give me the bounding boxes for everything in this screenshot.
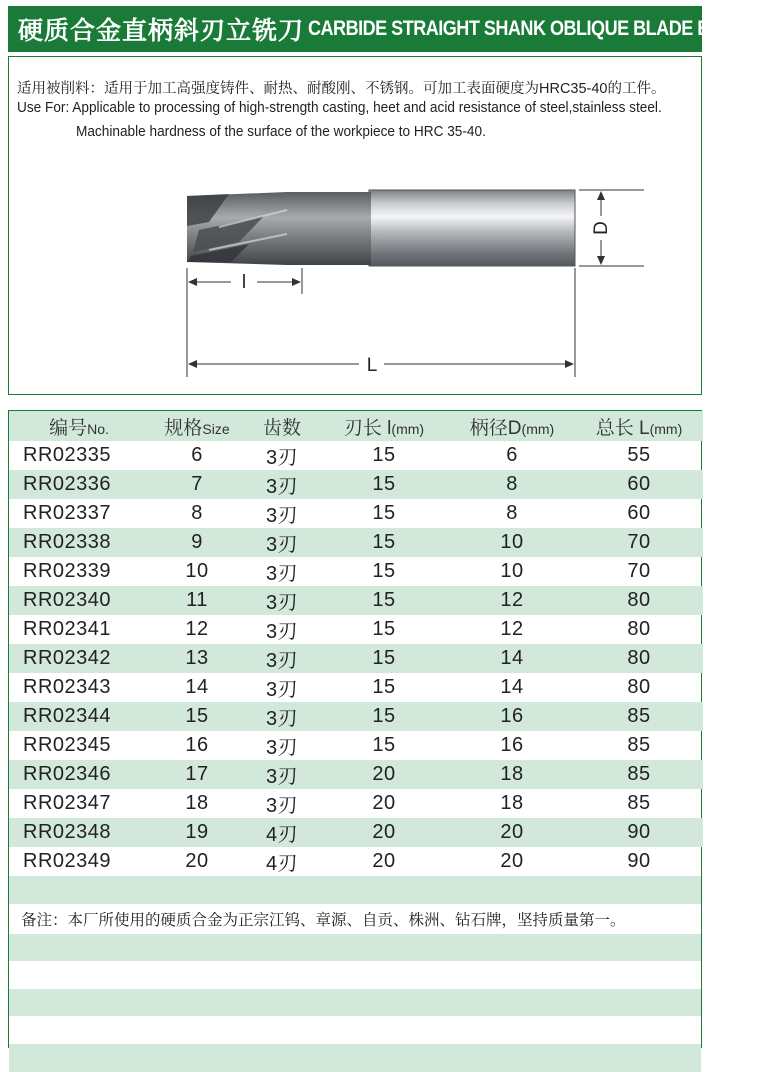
cell-total-length: 80 xyxy=(627,618,651,640)
cell-blade-length: 15 xyxy=(372,560,396,582)
cell-teeth: 3刃 xyxy=(265,592,299,614)
label-D: D xyxy=(591,221,612,235)
table-row xyxy=(9,818,703,847)
table-row xyxy=(9,499,703,528)
title-en: CARBIDE STRAIGHT SHANK OBLIQUE BLADE ENDMILL xyxy=(308,17,774,40)
header-teeth: 齿数 xyxy=(262,417,301,439)
cell-shank-diameter: 18 xyxy=(500,792,524,814)
cell-no: RR02341 xyxy=(23,618,112,640)
cell-shank-diameter: 14 xyxy=(500,676,524,698)
cell-total-length: 80 xyxy=(627,589,651,611)
cell-blade-length: 15 xyxy=(372,444,396,466)
cell-size: 13 xyxy=(185,647,209,669)
endmill-diagram xyxy=(169,182,649,387)
cell-shank-diameter: 8 xyxy=(506,473,518,495)
cell-total-length: 85 xyxy=(627,763,651,785)
cell-teeth: 3刃 xyxy=(265,708,299,730)
cell-no: RR02346 xyxy=(23,763,112,785)
tool-body xyxy=(287,192,371,265)
cell-size: 15 xyxy=(185,705,209,727)
blank-stripe xyxy=(9,989,701,1017)
cell-shank-diameter: 10 xyxy=(500,560,524,582)
cell-size: 12 xyxy=(185,618,209,640)
table-row xyxy=(9,731,703,760)
cell-total-length: 60 xyxy=(627,473,651,495)
cell-total-length: 85 xyxy=(627,734,651,756)
cell-shank-diameter: 8 xyxy=(506,502,518,524)
cell-size: 19 xyxy=(185,821,209,843)
cell-teeth: 4刃 xyxy=(265,853,299,875)
cell-no: RR02349 xyxy=(23,850,112,872)
cell-total-length: 70 xyxy=(627,560,651,582)
cell-no: RR02339 xyxy=(23,560,112,582)
cell-shank-diameter: 6 xyxy=(506,444,518,466)
cell-no: RR02338 xyxy=(23,531,112,553)
cell-blade-length: 20 xyxy=(372,763,396,785)
cell-size: 18 xyxy=(185,792,209,814)
description-panel xyxy=(8,56,702,395)
cell-no: RR02336 xyxy=(23,473,112,495)
cell-blade-length: 20 xyxy=(372,850,396,872)
cell-no: RR02340 xyxy=(23,589,112,611)
cell-blade-length: 15 xyxy=(372,705,396,727)
table-row xyxy=(9,470,703,499)
table-row xyxy=(9,673,703,702)
cell-total-length: 80 xyxy=(627,676,651,698)
blank-stripe xyxy=(9,1044,701,1072)
cell-shank-diameter: 12 xyxy=(500,589,524,611)
cell-total-length: 70 xyxy=(627,531,651,553)
label-L: L xyxy=(366,355,378,376)
header-bar xyxy=(8,6,774,52)
cell-teeth: 4刃 xyxy=(265,824,299,846)
cell-size: 14 xyxy=(185,676,209,698)
cell-total-length: 85 xyxy=(627,705,651,727)
cell-no: RR02343 xyxy=(23,676,112,698)
title-zh: 硬质合金直柄斜刃立铣刀 xyxy=(18,17,305,45)
cell-blade-length: 15 xyxy=(372,618,396,640)
table-row xyxy=(9,760,703,789)
cell-total-length: 90 xyxy=(627,850,651,872)
cell-shank-diameter: 16 xyxy=(500,734,524,756)
cell-shank-diameter: 18 xyxy=(500,763,524,785)
table-row xyxy=(9,528,703,557)
cell-shank-diameter: 14 xyxy=(500,647,524,669)
cell-size: 11 xyxy=(186,589,208,611)
header-size: 规格Size xyxy=(164,417,230,439)
cell-blade-length: 15 xyxy=(372,589,396,611)
blank-stripe xyxy=(9,961,701,989)
spec-table-panel xyxy=(8,410,702,1048)
cell-size: 8 xyxy=(191,502,203,524)
cell-no: RR02335 xyxy=(23,444,112,466)
blank-stripe xyxy=(9,1016,701,1044)
table-row xyxy=(9,644,703,673)
cell-blade-length: 15 xyxy=(372,647,396,669)
cell-teeth: 3刃 xyxy=(265,476,299,498)
cell-teeth: 3刃 xyxy=(265,737,299,759)
table-row xyxy=(9,789,703,818)
table-note: 备注：本厂所使用的硬质合金为正宗江钨、章源、自贡、株洲、钻石牌，坚持质量第一。 xyxy=(21,911,626,929)
cell-shank-diameter: 10 xyxy=(500,531,524,553)
table-row xyxy=(9,441,703,470)
cell-no: RR02342 xyxy=(23,647,112,669)
cell-teeth: 3刃 xyxy=(265,679,299,701)
cell-teeth: 3刃 xyxy=(265,447,299,469)
description-zh: 适用被削料：适用于加工高强度铸件、耐热、耐酸刚、不锈钢。可加工表面硬度为HRC35-40的工件。 xyxy=(17,81,666,97)
cell-size: 17 xyxy=(185,763,209,785)
cell-blade-length: 15 xyxy=(372,502,396,524)
cell-teeth: 3刃 xyxy=(265,766,299,788)
header-shank-diameter: 柄径D(mm) xyxy=(469,417,555,439)
cell-blade-length: 20 xyxy=(372,821,396,843)
description-en-line1: Use For: Applicable to processing of high-strength casting, heet and acid resistance of steel,stainless steel. xyxy=(17,100,662,116)
cell-no: RR02345 xyxy=(23,734,112,756)
description-en-line2: Machinable hardness of the surface of the workpiece to HRC 35-40. xyxy=(76,124,486,140)
cell-total-length: 80 xyxy=(627,647,651,669)
table-header-row xyxy=(9,411,703,441)
cell-shank-diameter: 20 xyxy=(500,821,524,843)
cell-size: 7 xyxy=(191,473,203,495)
tool-shank xyxy=(369,190,575,266)
cell-total-length: 85 xyxy=(627,792,651,814)
spec-table xyxy=(9,411,703,876)
cell-shank-diameter: 20 xyxy=(500,850,524,872)
cell-blade-length: 15 xyxy=(372,734,396,756)
header-total-length: 总长 L(mm) xyxy=(595,417,683,439)
cell-total-length: 60 xyxy=(627,502,651,524)
cell-teeth: 3刃 xyxy=(265,534,299,556)
header-blade-length: 刃长 l(mm) xyxy=(343,417,425,439)
cell-no: RR02344 xyxy=(23,705,112,727)
cell-size: 10 xyxy=(185,560,209,582)
header-no: 编号No. xyxy=(49,417,109,439)
cell-blade-length: 20 xyxy=(372,792,396,814)
cell-total-length: 90 xyxy=(627,821,651,843)
cell-teeth: 3刃 xyxy=(265,563,299,585)
cell-size: 16 xyxy=(185,734,209,756)
cell-total-length: 55 xyxy=(627,444,651,466)
table-row xyxy=(9,847,703,876)
cell-teeth: 3刃 xyxy=(265,505,299,527)
cell-no: RR02337 xyxy=(23,502,112,524)
table-row xyxy=(9,702,703,731)
cell-no: RR02347 xyxy=(23,792,112,814)
cell-size: 20 xyxy=(185,850,209,872)
cell-blade-length: 15 xyxy=(372,473,396,495)
table-row xyxy=(9,615,703,644)
cell-size: 6 xyxy=(191,444,203,466)
cell-shank-diameter: 16 xyxy=(500,705,524,727)
cell-teeth: 3刃 xyxy=(265,621,299,643)
cell-blade-length: 15 xyxy=(372,531,396,553)
cell-blade-length: 15 xyxy=(372,676,396,698)
table-row xyxy=(9,557,703,586)
cell-teeth: 3刃 xyxy=(265,795,299,817)
table-row xyxy=(9,586,703,615)
blank-stripe xyxy=(9,876,701,904)
cell-teeth: 3刃 xyxy=(265,650,299,672)
cell-size: 9 xyxy=(191,531,203,553)
blank-stripe xyxy=(9,934,701,962)
label-l: l xyxy=(241,272,247,293)
cell-no: RR02348 xyxy=(23,821,112,843)
cell-shank-diameter: 12 xyxy=(500,618,524,640)
